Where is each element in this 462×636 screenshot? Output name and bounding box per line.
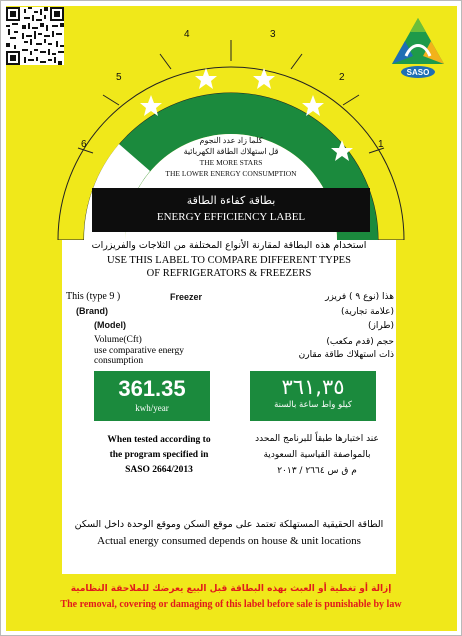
test-english-line3: SASO 2664/2013 xyxy=(125,465,193,475)
less-energy-english: THE LOWER ENERGY CONSUMPTION xyxy=(165,169,297,178)
banner-title-english: ENERGY EFFICIENCY LABEL xyxy=(156,211,306,223)
consumption-value-arabic: ٣٦١,٣٥ xyxy=(281,375,345,399)
model-english: (Model) xyxy=(94,320,126,330)
consumption-box-english xyxy=(94,371,210,421)
volume-arabic: حجم (قدم مكعب) xyxy=(326,337,394,347)
rating-6: 6 xyxy=(81,139,87,150)
consumption-unit-arabic: كيلو واط ساعة بالسنة xyxy=(274,400,352,410)
more-stars-arabic: كلما زاد عدد النجوم xyxy=(199,136,263,145)
type-value: Freezer xyxy=(170,292,203,302)
brand-english: (Brand) xyxy=(76,306,108,316)
consumption-unit-english: kwh/year xyxy=(135,403,169,413)
rating-1: 1 xyxy=(378,139,384,150)
rating-2: 2 xyxy=(339,72,345,83)
comparative-english-line1: use comparative energy xyxy=(94,346,185,356)
banner-title-arabic: بطاقة كفاءة الطاقة xyxy=(186,194,276,207)
actual-energy-english: Actual energy consumed depends on house & unit locations xyxy=(97,535,361,547)
comparative-english-line2: consumption xyxy=(94,356,144,366)
actual-energy-arabic: الطاقة الحقيقية المستهلكة تعتمد على موقع السكن وموقع الوحدة داخل السكن xyxy=(74,519,384,530)
volume-english: Volume(Cft) xyxy=(94,335,142,345)
purpose-english-line1: USE THIS LABEL TO COMPARE DIFFERENT TYPES xyxy=(107,255,351,266)
logo-text: SASO xyxy=(406,68,430,77)
warning-arabic: إزالة أو تغطية أو العبث بهذه البطاقة قبل البيع يعرضك للملاحقة النظامية xyxy=(70,584,392,594)
test-english-line1: When tested according to xyxy=(107,435,211,445)
consumption-value-english: 361.35 xyxy=(118,376,186,401)
comparative-arabic: ذات استهلاك طاقة مقارن xyxy=(298,350,394,360)
warning-english: The removal, covering or damaging of this label before sale is punishable by law xyxy=(60,599,402,610)
rating-5: 5 xyxy=(116,72,122,83)
less-energy-arabic: قل استهلاك الطاقة الكهربائية xyxy=(183,147,279,156)
energy-label-banner xyxy=(92,188,370,232)
rating-4: 4 xyxy=(184,29,190,40)
type-arabic: هذا (نوع ٩ ) فريزر xyxy=(325,292,394,302)
more-stars-english: THE MORE STARS xyxy=(199,158,263,167)
test-arabic-line1: عند اختبارها طبقاً للبرنامج المحدد xyxy=(255,434,379,444)
test-arabic-line3: م ق س ٢٦٦٤ / ٢٠١٣ xyxy=(277,466,357,476)
test-english-line2: the program specified in xyxy=(109,450,209,460)
rating-3: 3 xyxy=(270,29,276,40)
consumption-box-arabic xyxy=(250,371,376,421)
type-english: This (type 9 ) xyxy=(66,291,121,302)
purpose-english-line2: OF REFRIGERATORS & FREEZERS xyxy=(146,268,312,279)
purpose-arabic: استخدام هذه البطاقة لمقارنة الأنواع المختلفة من الثلاجات والفريزرات xyxy=(91,240,367,251)
model-arabic: (طراز) xyxy=(368,321,394,331)
brand-arabic: (علامة تجارية) xyxy=(340,307,394,317)
test-arabic-line2: بالمواصفة القياسية السعودية xyxy=(263,450,371,460)
